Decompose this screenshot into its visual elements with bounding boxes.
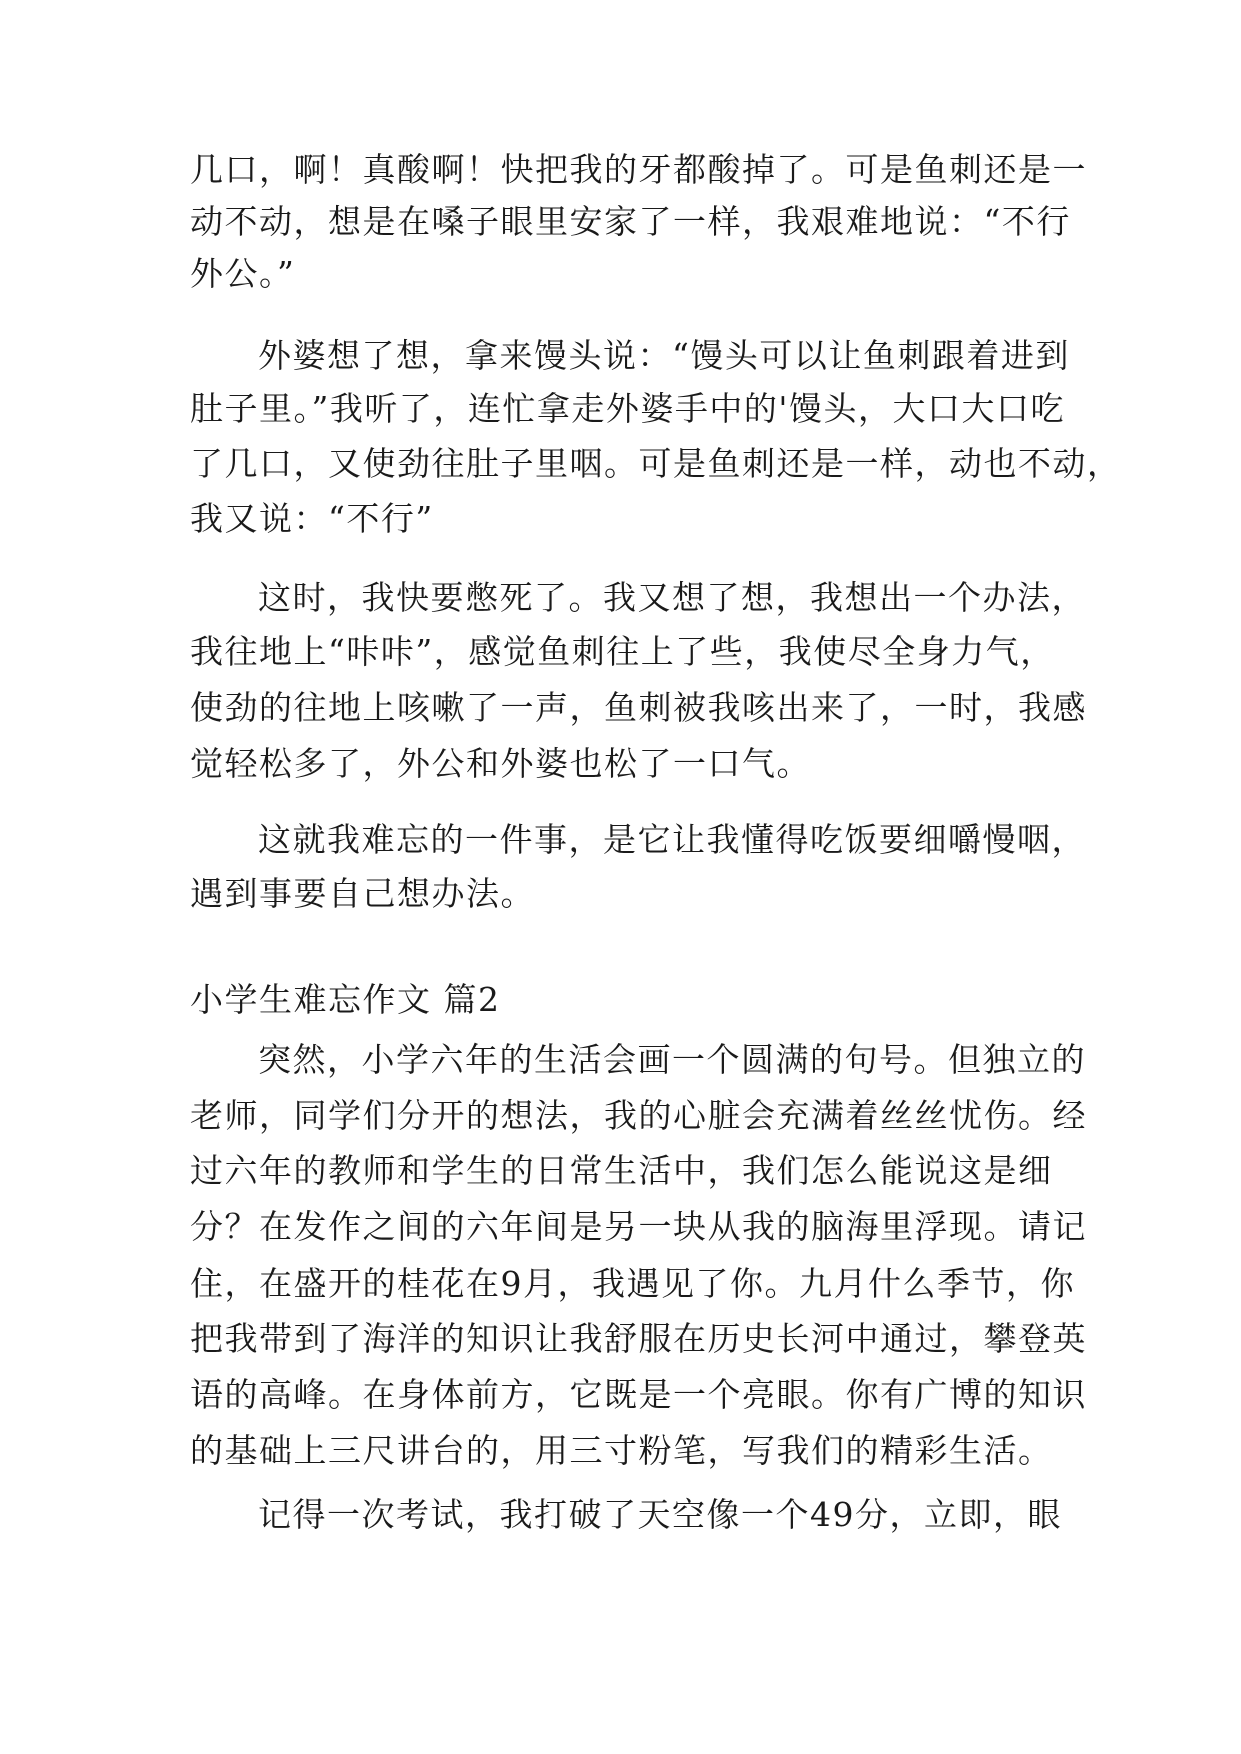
paragraph-line: 突然，小学六年的生活会画一个圆满的句号。但独立的 xyxy=(258,1040,1086,1079)
paragraph-line: 外公。” xyxy=(190,254,296,293)
paragraph-line: 老师，同学们分开的想法，我的心脏会充满着丝丝忧伤。经 xyxy=(190,1096,1087,1135)
paragraph-line: 几口，啊！真酸啊！快把我的牙都酸掉了。可是鱼刺还是一 xyxy=(190,150,1087,189)
paragraph-line: 动不动，想是在嗓子眼里安家了一样，我艰难地说：“不行 xyxy=(190,202,1071,241)
paragraph-line: 这时，我快要憋死了。我又想了想，我想出一个办法， xyxy=(258,578,1086,617)
paragraph-line: 外婆想了想，拿来馒头说：“馒头可以让鱼刺跟着进到 xyxy=(258,336,1070,375)
section-heading: 小学生难忘作文 篇2 xyxy=(190,980,501,1019)
paragraph-line: 住，在盛开的桂花在9月，我遇见了你。九月什么季节，你 xyxy=(190,1264,1075,1303)
paragraph-line: 使劲的往地上咳嗽了一声，鱼刺被我咳出来了，一时，我感 xyxy=(190,688,1087,727)
paragraph-line: 我又说：“不行” xyxy=(190,499,434,538)
paragraph-line: 记得一次考试，我打破了天空像一个49分，立即，眼 xyxy=(258,1495,1062,1534)
paragraph-line: 觉轻松多了，外公和外婆也松了一口气。 xyxy=(190,744,811,783)
paragraph-line: 语的高峰。在身体前方，它既是一个亮眼。你有广博的知识 xyxy=(190,1375,1087,1414)
paragraph-line: 过六年的教师和学生的日常生活中，我们怎么能说这是细 xyxy=(190,1151,1053,1190)
paragraph-line: 的基础上三尺讲台的，用三寸粉笔，写我们的精彩生活。 xyxy=(190,1431,1053,1470)
paragraph-line: 分？在发作之间的六年间是另一块从我的脑海里浮现。请记 xyxy=(190,1207,1087,1246)
paragraph-line: 遇到事要自己想办法。 xyxy=(190,874,535,913)
paragraph-line: 这就我难忘的一件事，是它让我懂得吃饭要细嚼慢咽， xyxy=(258,820,1086,859)
paragraph-line: 了几口，又使劲往肚子里咽。可是鱼刺还是一样，动也不动， xyxy=(190,444,1122,483)
paragraph-line: 我往地上“咔咔”，感觉鱼刺往上了些，我使尽全身力气， xyxy=(190,632,1055,671)
paragraph-line: 肚子里。”我听了，连忙拿走外婆手中的'馒头，大口大口吃 xyxy=(190,389,1065,428)
paragraph-line: 把我带到了海洋的知识让我舒服在历史长河中通过，攀登英 xyxy=(190,1319,1087,1358)
